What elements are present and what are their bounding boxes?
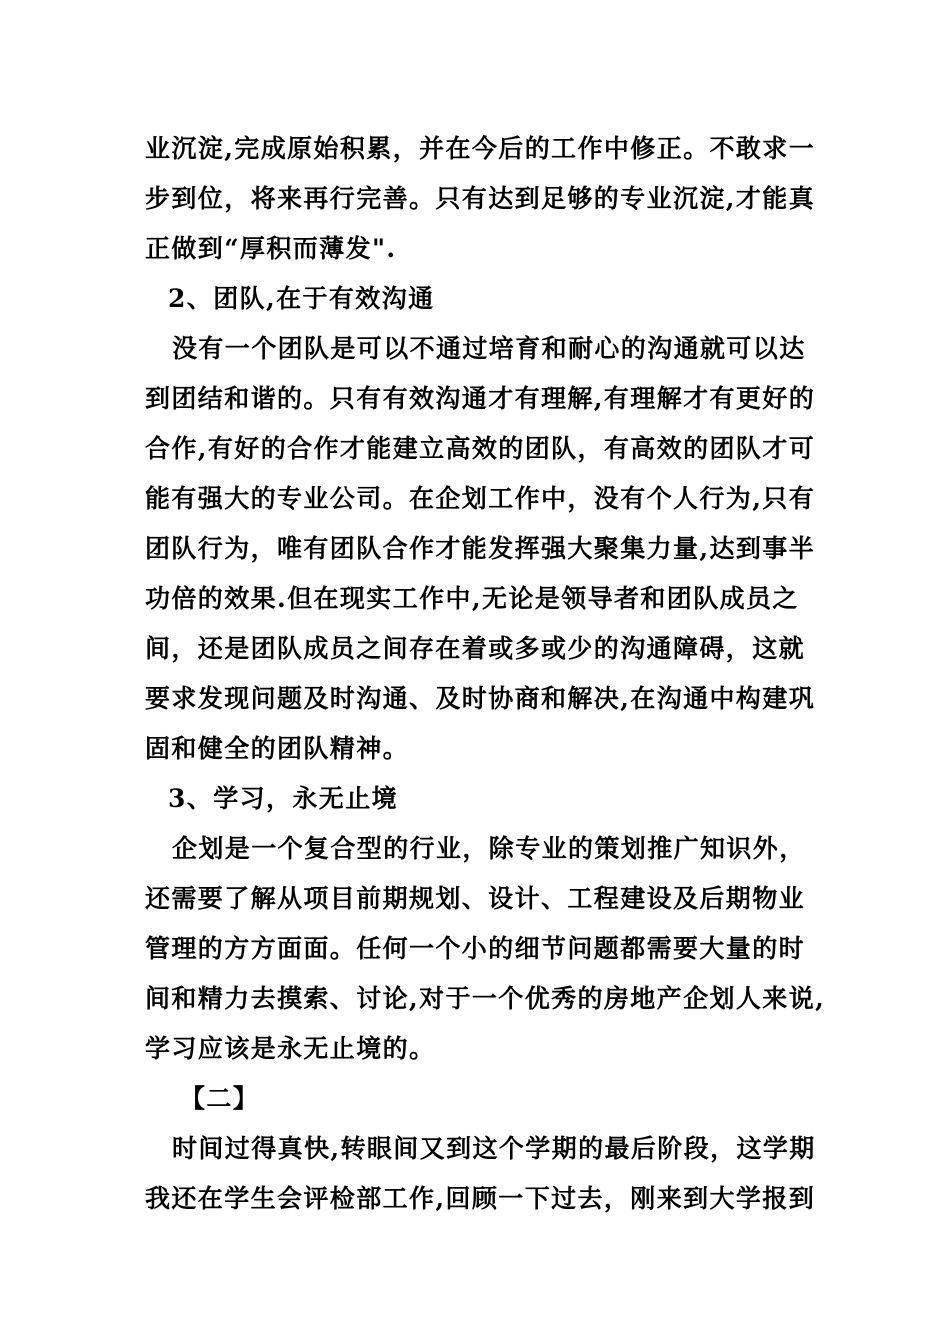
- paragraph-line: 功倍的效果.但在现实工作中,无论是领导者和团队成员之: [145, 584, 799, 613]
- paragraph-line: 管理的方方面面。任何一个小的细节问题都需要大量的时: [145, 934, 806, 963]
- paragraph-line: 间和精力去摸索、讨论,对于一个优秀的房地产企划人来说,: [145, 984, 826, 1013]
- paragraph-line: 正做到“厚积而薄发".: [145, 234, 397, 263]
- section-heading: 2、团队,在于有效沟通: [168, 284, 435, 313]
- paragraph-line: 固和健全的团队精神。: [145, 734, 410, 763]
- paragraph-line: 合作,有好的合作才能建立高效的团队，有高效的团队才可: [145, 434, 816, 463]
- paragraph-line: 到团结和谐的。只有有效沟通才有理解,有理解才有更好的: [145, 384, 816, 413]
- paragraph-line: 时间过得真快,转眼间又到这个学期的最后阶段，这学期: [172, 1134, 816, 1163]
- paragraph-line: 团队行为，唯有团队合作才能发挥强大聚集力量,达到事半: [145, 534, 816, 563]
- paragraph-line: 还需要了解从项目前期规划、设计、工程建设及后期物业: [145, 884, 806, 913]
- paragraph-line: 没有一个团队是可以不通过培育和耐心的沟通就可以达: [172, 334, 806, 363]
- paragraph-line: 业沉淀,完成原始积累，并在今后的工作中修正。不敢求一: [145, 134, 816, 163]
- paragraph-line: 企划是一个复合型的行业，除专业的策划推广知识外，: [172, 834, 806, 863]
- paragraph-line: 我还在学生会评检部工作,回顾一下过去，刚来到大学报到: [145, 1184, 816, 1213]
- paragraph-line: 间，还是团队成员之间存在着或多或少的沟通障碍，这就: [145, 634, 806, 663]
- paragraph-line: 步到位，将来再行完善。只有达到足够的专业沉淀,才能真: [145, 184, 816, 213]
- paragraph-line: 学习应该是永无止境的。: [145, 1034, 436, 1063]
- paragraph-line: 能有强大的专业公司。在企划工作中，没有个人行为,只有: [145, 484, 816, 513]
- part-marker: 【二】: [180, 1084, 260, 1113]
- section-heading: 3、学习，永无止境: [168, 784, 398, 813]
- paragraph-line: 要求发现问题及时沟通、及时协商和解决,在沟通中构建巩: [145, 684, 816, 713]
